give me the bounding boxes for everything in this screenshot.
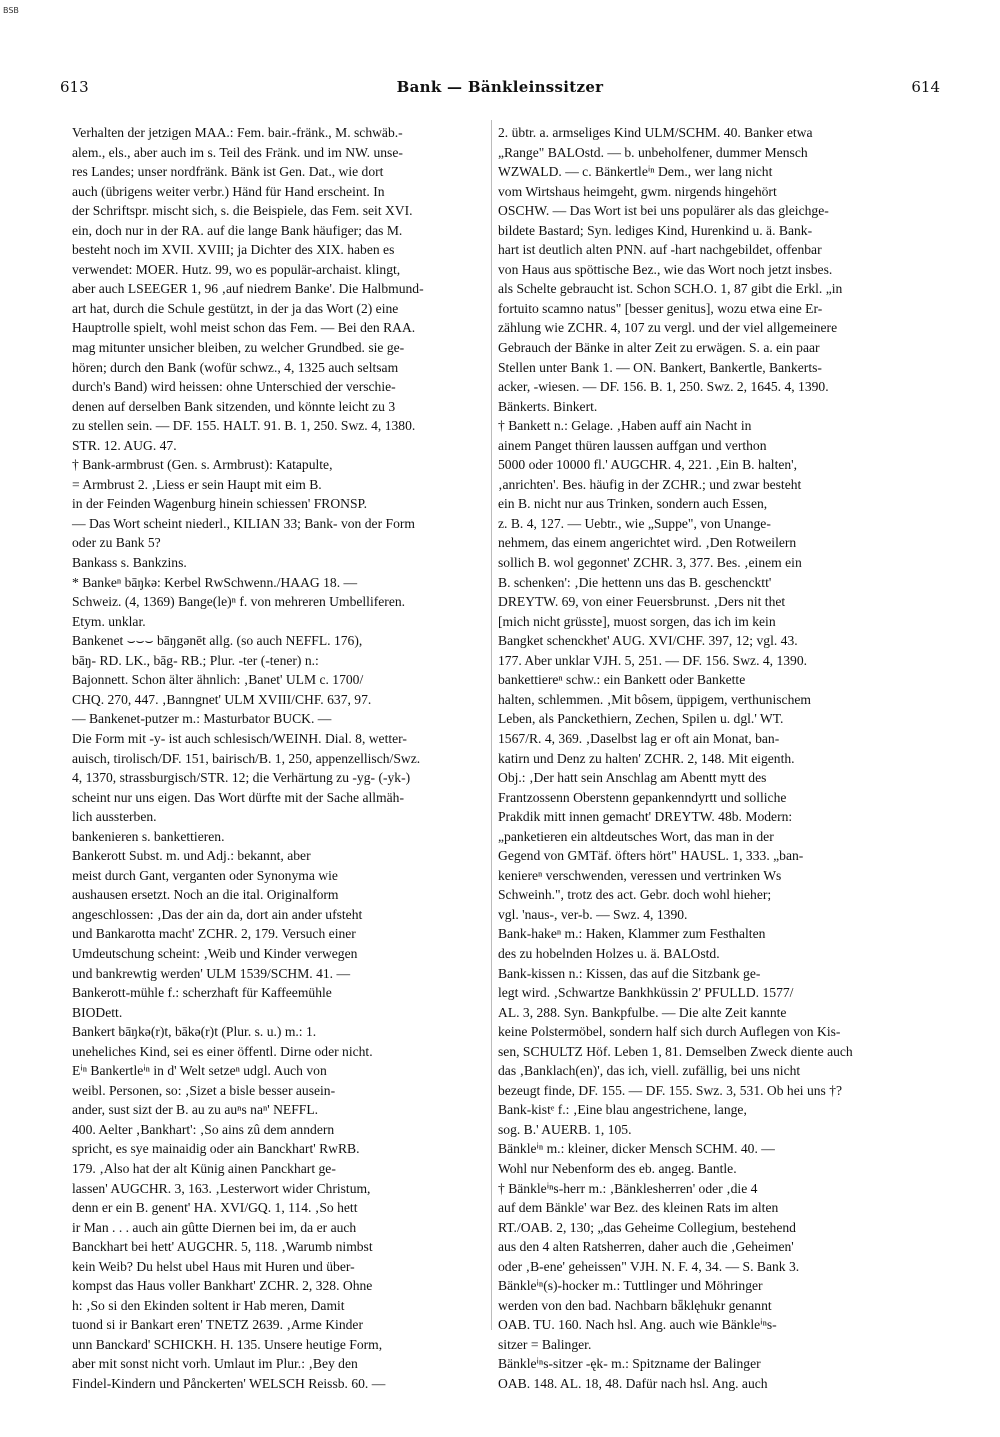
text-line: aber mit sonst nicht vorh. Umlaut im Plur.: ‚Bey den bbox=[72, 1356, 358, 1372]
text-line: Schweiz. (4, 1369) Bange(le)ⁿ f. von mehreren Umbelliferen. bbox=[72, 594, 406, 610]
text-line: besteht noch im XVII. XVIII; ja Dichter des XIX. haben es bbox=[72, 242, 395, 258]
text-line: bezeugt finde, DF. 155. — DF. 155. Swz. 3, 531. Ob hei uns †? bbox=[498, 1082, 843, 1098]
text-line: oder ‚B-ene' geheissen" VJH. N. F. 4, 34. — S. Bank 3. bbox=[498, 1258, 800, 1274]
text-line: mag mitunter unsicher bleiben, zu welcher Grundbed. sie ge- bbox=[72, 340, 405, 356]
text-line: bildete Bastard; Syn. lediges Kind, Hurenkind u. ä. Bank- bbox=[498, 222, 813, 238]
text-line: Bankass s. Bankzins. bbox=[72, 555, 187, 571]
text-line: Leben, als Panckethiern, Zechen, Spilen u. dgl.' WT. bbox=[498, 711, 784, 727]
text-line: sitzer = Balinger. bbox=[498, 1336, 592, 1352]
text-line: Bänkerts. Binkert. bbox=[498, 398, 598, 414]
text-line: das ‚Banklach(en)', das ich, viell. zufällig, bei uns nicht bbox=[498, 1063, 801, 1079]
text-line: legt wird. ‚Schwartze Bankhküssin 2' PFULLD. 1577/ bbox=[498, 985, 794, 1001]
text-line: WZWALD. — c. Bänkertleⁱⁿ Dem., wer lang nicht bbox=[498, 164, 773, 180]
text-line: ander, sust sizt der B. au zu auⁿs naⁿ' NEFFL. bbox=[72, 1102, 319, 1118]
text-line: OAB. TU. 160. Nach hsl. Ang. auch wie Bänkleⁱⁿs- bbox=[498, 1317, 777, 1333]
text-line: spricht, es sye mainaidig oder ain Banckhart' RwRB. bbox=[72, 1141, 360, 1157]
text-line: † Bankett n.: Gelage. ‚Haben auff ain Nacht in bbox=[498, 418, 752, 434]
text-line: OSCHW. — Das Wort ist bei uns populärer als das gleichge- bbox=[498, 203, 829, 219]
text-line: vom Wirtshaus heimgeht, gwm. nirgends hingehört bbox=[498, 183, 777, 199]
left-column bbox=[72, 123, 488, 1394]
text-line: lich aussterben. bbox=[72, 809, 157, 825]
text-line: denen auf derselben Bank sitzenden, und könnte leicht zu 3 bbox=[72, 398, 396, 414]
text-line: von Haus aus spöttische Bez., wie das Wort noch jetzt insbes. bbox=[498, 261, 833, 277]
text-line: bankenieren s. bankettieren. bbox=[72, 828, 225, 844]
text-line: meist durch Gant, verganten oder Synonyma wie bbox=[72, 867, 338, 883]
text-line: zählung wie ZCHR. 4, 107 zu vergl. und der viel allgemeinere bbox=[498, 320, 838, 336]
text-line: Bänkleⁱⁿ(s)-hocker m.: Tuttlinger und Möhringer bbox=[498, 1278, 763, 1294]
text-line: Frantzossenn Oberstenn gepankenndyrtt und solliche bbox=[498, 789, 787, 805]
text-line: oder zu Bank 5? bbox=[72, 535, 161, 551]
text-line: [mich nicht grüsste], muost sorgen, das ich im kein bbox=[498, 613, 776, 629]
text-line: „Range" BALOstd. — b. unbeholfener, dummer Mensch bbox=[498, 144, 808, 160]
text-line: sen, SCHULTZ Höf. Leben 1, 81. Demselben Zweck diente auch bbox=[498, 1043, 853, 1059]
text-line: aber auch LSEEGER 1, 96 ‚auf niedrem Banke'. Die Halbmund- bbox=[72, 281, 424, 297]
text-line: res Landes; unser nordfränk. Bänk ist Gen. Dat., wie dort bbox=[72, 164, 384, 180]
text-line: ein, doch nur in der RA. auf die lange Bank häufiger; das M. bbox=[72, 222, 403, 238]
text-line: RT./OAB. 2, 130; „das Geheime Collegium, bestehend bbox=[498, 1219, 796, 1235]
text-line: lassen' AUGCHR. 3, 163. ‚Lesterwort wider Christum, bbox=[72, 1180, 371, 1196]
text-line: Schweinh.", trotz des act. Gebr. doch wohl hieher; bbox=[498, 887, 772, 903]
text-line: Stellen unter Bank 1. — ON. Bankert, Bankertle, Bankerts- bbox=[498, 359, 822, 375]
column-divider bbox=[491, 120, 492, 1330]
text-line: CHQ. 270, 447. ‚Banngnet' ULM XVIII/CHF. 637, 97. bbox=[72, 691, 372, 707]
text-line: Findel-Kindern und Pånckerten' WELSCH Reissb. 60. — bbox=[72, 1376, 386, 1391]
text-line: Bank-kissen n.: Kissen, das auf die Sitzbank ge- bbox=[498, 965, 761, 981]
text-line: 1567/R. 4, 369. ‚Daselbst lag er oft ain Monat, ban- bbox=[498, 730, 780, 746]
text-line: katirn und Denz zu halten' ZCHR. 2, 148. Mit eigenth. bbox=[498, 750, 795, 766]
text-line: uneheliches Kind, sei es einer öffentl. Dirne oder nicht. bbox=[72, 1043, 373, 1059]
text-line: Bankerott Subst. m. und Adj.: bekannt, aber bbox=[72, 848, 311, 864]
text-line: Hauptrolle spielt, wohl meist schon das Fem. — Bei den RAA. bbox=[72, 320, 416, 336]
page-number-right: 614 bbox=[911, 78, 940, 96]
text-line: denn er ein B. genent' HA. XVI/GQ. 1, 114. ‚So hett bbox=[72, 1200, 358, 1216]
text-line: weibl. Personen, so: ‚Sizet a bisle besser ausein- bbox=[72, 1082, 336, 1098]
text-line: auf dem Bänkle' war Bez. des kleinen Rats im alten bbox=[498, 1200, 779, 1216]
text-line: auch (übrigens weiter verbr.) Händ für Hand erscheint. In bbox=[72, 183, 385, 199]
text-line: bankettiereⁿ schw.: ein Bankett oder Bankette bbox=[498, 672, 746, 688]
text-line: — Bankenet-putzer m.: Masturbator BUCK. — bbox=[72, 711, 332, 727]
text-line: alem., els., aber auch im s. Teil des Fränk. und im NW. unse- bbox=[72, 144, 403, 160]
text-line: Bänkleⁱⁿ m.: kleiner, dicker Mensch SCHM. 40. — bbox=[498, 1141, 775, 1157]
text-line: B. schenken': ‚Die hettenn uns das B. geschencktt' bbox=[498, 574, 772, 590]
text-line: Bangket schenckhet' AUG. XVI/CHF. 397, 12; vgl. 43. bbox=[498, 633, 798, 649]
text-line: Banckhart bei hett' AUGCHR. 5, 118. ‚Warumb nimbst bbox=[72, 1239, 373, 1255]
page-number-left: 613 bbox=[60, 78, 89, 96]
text-line: 400. Aelter ‚Bankhart': ‚So ains zû dem anndern bbox=[72, 1121, 335, 1137]
page-header bbox=[60, 78, 940, 98]
library-stamp: BSB bbox=[3, 6, 19, 15]
text-line: Gegend von GMTäf. öfters hört" HAUSL. 1, 333. „ban- bbox=[498, 848, 804, 864]
text-line: werden von den bad. Nachbarn bǟklęhukr genannt bbox=[498, 1297, 772, 1313]
text-line: Bajonnett. Schon älter ähnlich: ‚Banet' ULM c. 1700/ bbox=[72, 672, 364, 688]
running-head: Bank — Bänkleinssitzer bbox=[396, 78, 604, 96]
text-line: Bankerott-mühle f.: scherzhaft für Kaffeemühle bbox=[72, 985, 332, 1001]
text-line: — Das Wort scheint niederl., KILIAN 33; Bank- von der Form bbox=[72, 515, 415, 531]
text-line: = Armbrust 2. ‚Liess er sein Haupt mit eim B. bbox=[72, 476, 322, 492]
text-line: Eⁱⁿ Bankertleⁱⁿ in d' Welt setzeⁿ udgl. Auch von bbox=[72, 1063, 327, 1079]
text-line: keniereⁿ verschwenden, veressen und vertrinken Ws bbox=[498, 867, 782, 883]
text-line: † Bank-armbrust (Gen. s. Armbrust): Katapulte, bbox=[72, 457, 333, 473]
text-line: und Bankarotta macht' ZCHR. 2, 179. Versuch einer bbox=[72, 926, 356, 942]
text-line: z. B. 4, 127. — Uebtr., wie „Suppe", von Unange- bbox=[498, 515, 771, 531]
text-line: Wohl nur Nebenform des eb. angeg. Bantle. bbox=[498, 1160, 737, 1176]
text-line: 177. Aber unklar VJH. 5, 251. — DF. 156. Swz. 4, 1390. bbox=[498, 652, 808, 668]
text-line: acker, -wiesen. — DF. 156. B. 1, 250. Swz. 2, 1645. 4, 1390. bbox=[498, 379, 829, 395]
text-line: aus den 4 alten Ratsherren, daher auch die ‚Geheimen' bbox=[498, 1239, 794, 1255]
text-line: art hat, durch die Schule gestützt, in der ja das Wort (2) eine bbox=[72, 300, 399, 316]
text-line: sollich B. wol gegonnet' ZCHR. 3, 377. Bes. ‚einem ein bbox=[498, 555, 802, 571]
text-line: Etym. unklar. bbox=[72, 613, 146, 629]
text-line: halten, schlemmen. ‚Mit bôsem, üppigem, verthunischem bbox=[498, 691, 811, 707]
text-line: hart ist deutlich alten PNN. auf -hart nachgebildet, offenbar bbox=[498, 242, 822, 258]
text-line: † Bänkleⁱⁿs-herr m.: ‚Bänklesherren' oder ‚die 4 bbox=[498, 1180, 758, 1196]
text-line: DREYTW. 69, von einer Feuersbrunst. ‚Ders nit thet bbox=[498, 594, 786, 610]
text-line: Bankenet ⌣⌣⌣ bāŋgənēt allg. (so auch NEFFL. 176), bbox=[72, 633, 363, 649]
text-line: keine Polstermöbel, sondern half sich durch Auflegen von Kis- bbox=[498, 1024, 841, 1040]
text-line: als Schelte gebraucht ist. Schon SCH.O. 1, 87 gibt die Erkl. „in bbox=[498, 281, 843, 297]
text-line: kompst das Haus voller Bankhart' ZCHR. 2, 328. Ohne bbox=[72, 1278, 373, 1294]
text-line: in der Feinden Wagenburg hinein schiessen' FRONSP. bbox=[72, 496, 367, 512]
text-line: unn Banckard' SCHICKH. H. 135. Unsere heutige Form, bbox=[72, 1336, 383, 1352]
text-line: des zu hobelnden Holzes u. ä. BALOstd. bbox=[498, 945, 720, 961]
text-line: angeschlossen: ‚Das der ain da, dort ain ander ufsteht bbox=[72, 906, 363, 922]
text-line: 179. ‚Also hat der alt Künig ainen Panckhart ge- bbox=[72, 1160, 336, 1176]
text-line: ‚anrichten'. Bes. häufig in der ZCHR.; und zwar besteht bbox=[498, 476, 802, 492]
right-column bbox=[498, 123, 910, 1394]
text-line: Die Form mit -y- ist auch schlesisch/WEINH. Dial. 8, wetter- bbox=[72, 730, 407, 746]
text-line: Bänkleⁱⁿs-sitzer -ęk- m.: Spitzname der Balinger bbox=[498, 1356, 761, 1372]
text-line: ein B. nicht nur aus Trinken, sondern auch Essen, bbox=[498, 496, 768, 512]
text-line: fortuito scamno natus" [besser genitus], wozu etwa eine Er- bbox=[498, 300, 823, 316]
text-line: vgl. 'naus-, ver-b. — Swz. 4, 1390. bbox=[498, 906, 688, 922]
text-line: zu stellen sein. — DF. 155. HALT. 91. B. 1, 250. Swz. 4, 1380. bbox=[72, 418, 416, 434]
text-line: Prakdik mitt innen gemacht' DREYTW. 48b. Modern: bbox=[498, 809, 793, 825]
text-line: STR. 12. AUG. 47. bbox=[72, 437, 177, 453]
text-line: durch's Band) wird heissen: ohne Unterschied der verschie- bbox=[72, 379, 396, 395]
text-line: aushausen ersetzt. Noch an die ital. Originalform bbox=[72, 887, 339, 903]
text-line: hören; durch den Bank (wofür schwz., 4, 1325 auch seltsam bbox=[72, 359, 399, 375]
text-line: BIODett. bbox=[72, 1004, 123, 1020]
text-line: nehmem, das einem angerichtet wird. ‚Den Rotweilern bbox=[498, 535, 797, 551]
text-line: Bankert bāŋkə(r)t, bākə(r)t (Plur. s. u.) m.: 1. bbox=[72, 1024, 317, 1040]
text-line: 2. übtr. a. armseliges Kind ULM/SCHM. 40. Banker etwa bbox=[498, 125, 813, 140]
text-line: Bank-hakeⁿ m.: Haken, Klammer zum Festhalten bbox=[498, 926, 766, 942]
text-line: bāŋ- RD. LK., bāg- RB.; Plur. -ter (-tener) n.: bbox=[72, 652, 319, 668]
text-line: ir Man . . . auch ain gûtte Diernen bei im, da er auch bbox=[72, 1219, 357, 1235]
text-line: OAB. 148. AL. 18, 48. Dafür nach hsl. Ang. auch bbox=[498, 1376, 768, 1391]
text-line: Gebrauch der Bänke in alter Zeit zu erwägen. S. a. ein paar bbox=[498, 340, 820, 356]
text-line: Bank-kistᵉ f.: ‚Eine blau angestrichene, lange, bbox=[498, 1102, 747, 1118]
text-line: 5000 oder 10000 fl.' AUGCHR. 4, 221. ‚Ein B. halten', bbox=[498, 457, 798, 473]
text-line: der Schriftspr. mischt sich, s. die Beispiele, das Fem. seit XVI. bbox=[72, 203, 413, 219]
text-line: und bankrewtig werden' ULM 1539/SCHM. 41. — bbox=[72, 965, 351, 981]
text-line: verwendet: MOER. Hutz. 99, wo es populär-archaist. klingt, bbox=[72, 261, 401, 277]
text-line: 4, 1370, strassburgisch/STR. 12; die Verhärtung zu -yg- (-yk-) bbox=[72, 770, 411, 786]
text-line: h: ‚So si den Ekinden soltent ir Hab meren, Damit bbox=[72, 1297, 345, 1313]
text-line: kein Weib? Du helst ubel Haus mit Huren und über- bbox=[72, 1258, 355, 1274]
text-line: * Bankeⁿ bāŋkə: Kerbel RwSchwenn./HAAG 18. — bbox=[72, 574, 358, 590]
text-line: „panketieren ein altdeutsches Wort, das man in der bbox=[498, 828, 774, 844]
text-line: Verhalten der jetzigen MAA.: Fem. bair.-fränk., M. schwäb.- bbox=[72, 125, 403, 140]
text-line: ainem Panget thüren laussen auffgan und verthon bbox=[498, 437, 767, 453]
text-line: tuond si ir Bankart eren' TNETZ 2639. ‚Arme Kinder bbox=[72, 1317, 363, 1333]
text-line: scheint nur uns eigen. Das Wort dürfte mit der Sache allmäh- bbox=[72, 789, 404, 805]
text-line: auisch, tirolisch/DF. 151, bairisch/B. 1, 250, appenzellisch/Swz. bbox=[72, 750, 421, 766]
text-line: Umdeutschung scheint: ‚Weib und Kinder verwegen bbox=[72, 945, 358, 961]
text-line: sog. B.' AUERB. 1, 105. bbox=[498, 1121, 632, 1137]
text-line: AL. 3, 288. Syn. Bankpfulbe. — Die alte Zeit kannte bbox=[498, 1004, 787, 1020]
text-line: Obj.: ‚Der hatt sein Anschlag am Abentt mytt des bbox=[498, 770, 767, 786]
